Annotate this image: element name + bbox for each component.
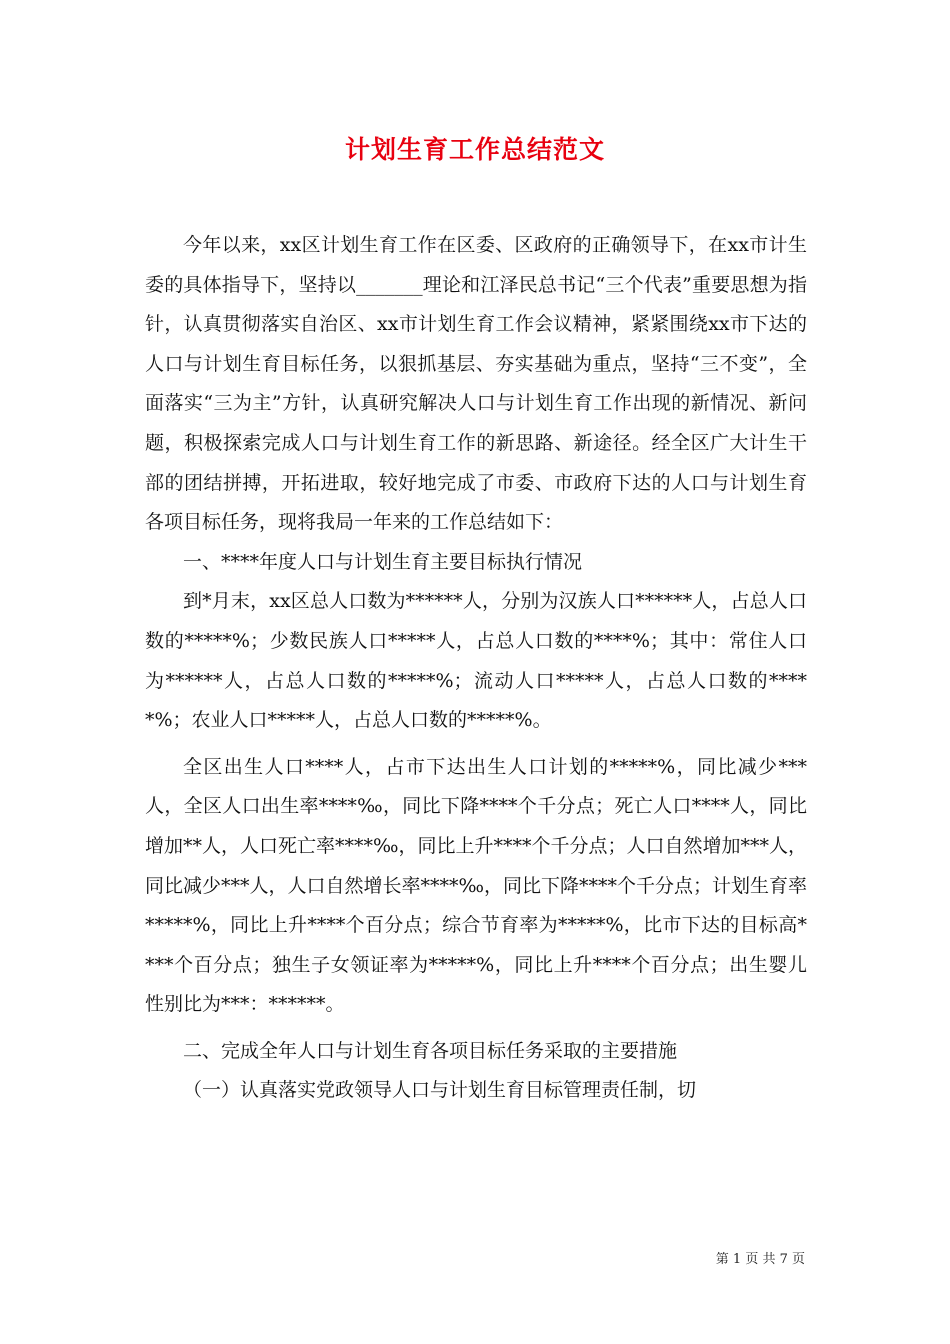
section-heading-1: 一、****年度人口与计划生育主要目标执行情况 [183,550,583,573]
paragraph-population: 到*月末，xx区总人口数为******人，分别为汉族人口******人，占总人口数的*****%；少数民族人口*****人，占总人口数的****%；其中：常住人口为******人，占总人口数的*****%；流动人口*****人，占总人口数的*****%；农业人口*****人，占总人口数的*****%。 [145,590,807,732]
page-number: 第 1 页 共 7 页 [715,1252,805,1267]
paragraph-measure-1: （一）认真落实党政领导人口与计划生育目标管理责任制，切 [183,1079,697,1102]
paragraph-birth-stats: 全区出生人口****人，占市下达出生人口计划的*****%，同比减少***人，全区人口出生率****‰，同比下降****个千分点；死亡人口****人，同比增加**人，人口死亡率****‰，同比上升****个千分点；人口自然增加***人，同比减少***人，人口自然增长率****‰，同比下降****个千分点；计划生育率*****%，同比上升****个百分点；综合节育率为*****%，比市下达的目标高****个百分点；独生子女领证率为*****%，同比上升****个百分点；出生婴儿性别比为***：******。 [145,755,807,1016]
document-body [145,226,807,1111]
section-heading-2: 二、完成全年人口与计划生育各项目标任务采取的主要措施 [183,1039,678,1062]
document-title: 计划生育工作总结范文 [344,135,605,164]
paragraph-intro: 今年以来，xx区计划生育工作在区委、区政府的正确领导下，在xx市计生委的具体指导下，坚持以_______理论和江泽民总书记“三个代表”重要思想为指针，认真贯彻落实自治区、xx市计划生育工作会议精神，紧紧围绕xx市下达的人口与计划生育目标任务，以狠抓基层、夯实基础为重点，坚持“三不变”，全面落实“三为主”方针，认真研究解决人口与计划生育工作出现的新情况、新问题，积极探索完成人口与计划生育工作的新思路、新途径。经全区广大计生干部的团结拼搏，开拓进取，较好地完成了市委、市政府下达的人口与计划生育各项目标任务，现将我局一年来的工作总结如下： [145,234,807,534]
